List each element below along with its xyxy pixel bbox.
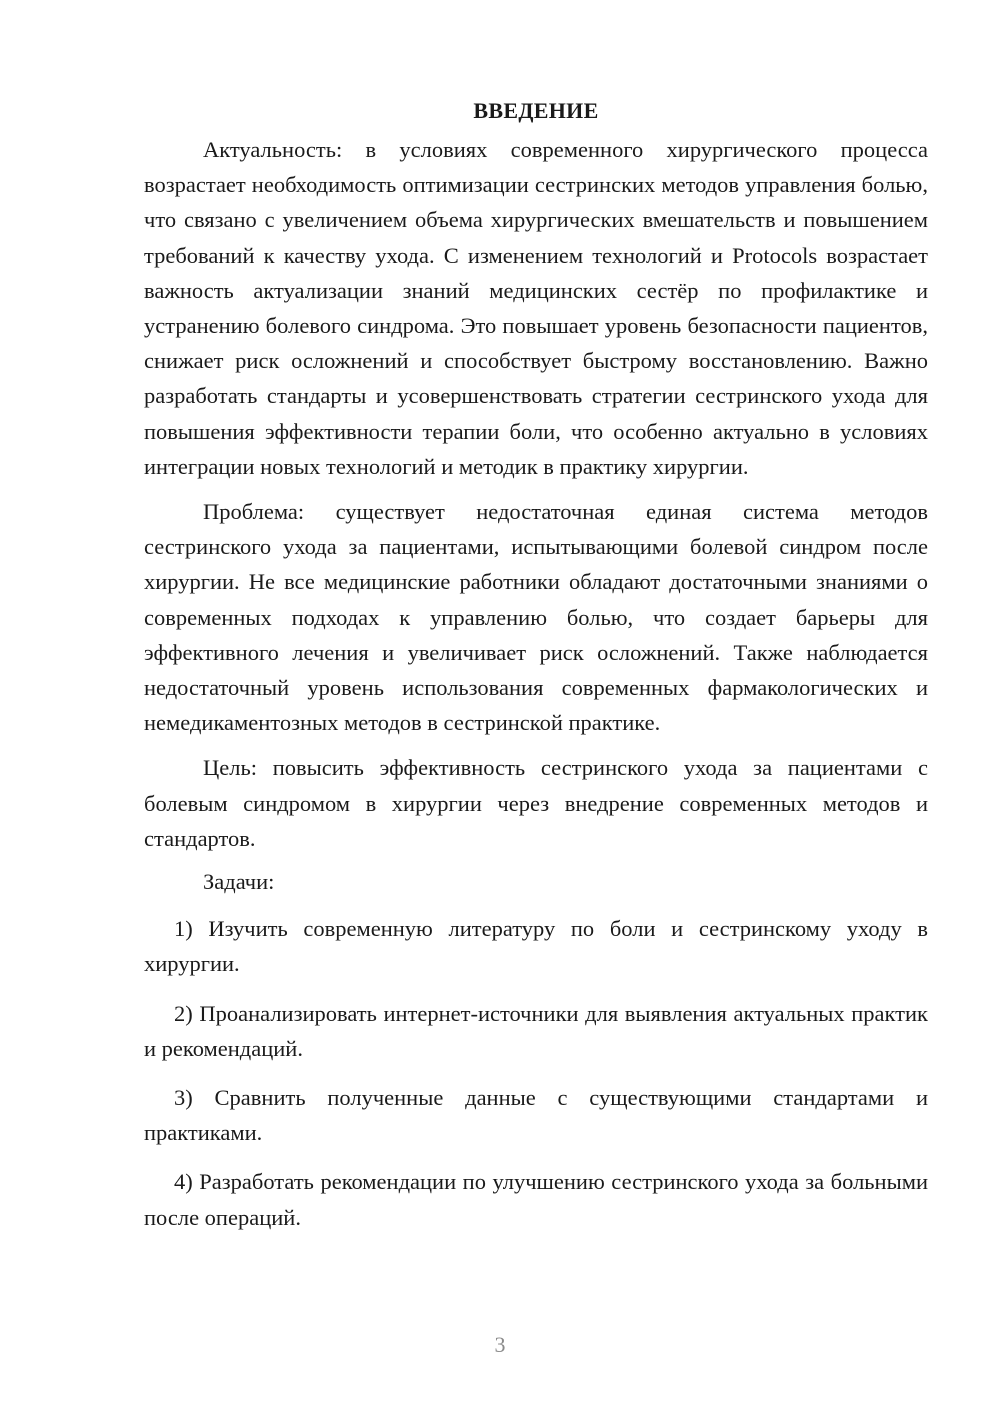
- tasks-heading: Задачи:: [203, 869, 275, 895]
- paragraph-relevance: Актуальность: в условиях современного хирургического процесса возрастает необходимость оптимизации сестринских методов управления болью, что связано с увеличением объема хирургических вмешательств и повышением требований к качеству ухода. С изменением технологий и Protocols возрастает важность актуализации знаний медицинских сестёр по профилактике и устранению болевого синдрома. Это повышает уровень безопасности пациентов, снижает риск осложнений и способствует быстрому восстановлению. Важно разработать стандарты и усовершенствовать стратегии сестринского ухода для повышения эффективности терапии боли, что особенно актуально в условиях интеграции новых технологий и методик в практику хирургии.: [144, 137, 928, 479]
- task-item-3: 3) Сравнить полученные данные с существующими стандартами и практиками.: [144, 1085, 928, 1146]
- task-item-1: 1) Изучить современную литературу по боли и сестринскому уходу в хирургии.: [144, 916, 928, 977]
- paragraph-problem: Проблема: существует недостаточная единая система методов сестринского ухода за пациентами, испытывающими болевой синдром после хирургии. Не все медицинские работники обладают достаточными знаниями о современных подходах к управлению болью, что создает барьеры для эффективного лечения и увеличивает риск осложнений. Также наблюдается недостаточный уровень использования современных фармакологических и немедикаментозных методов в сестринской практике.: [144, 499, 928, 736]
- page-title: ВВЕДЕНИЕ: [473, 98, 599, 123]
- task-item-4: 4) Разработать рекомендации по улучшению сестринского ухода за больными после операций.: [144, 1169, 928, 1230]
- page-number: 3: [494, 1332, 506, 1357]
- paragraph-goal: Цель: повысить эффективность сестринского ухода за пациентами с болевым синдромом в хирургии через внедрение современных методов и стандартов.: [144, 755, 928, 851]
- task-item-2: 2) Проанализировать интернет-источники для выявления актуальных практик и рекомендаций.: [144, 1000, 928, 1061]
- document-page: [144, 90, 928, 1249]
